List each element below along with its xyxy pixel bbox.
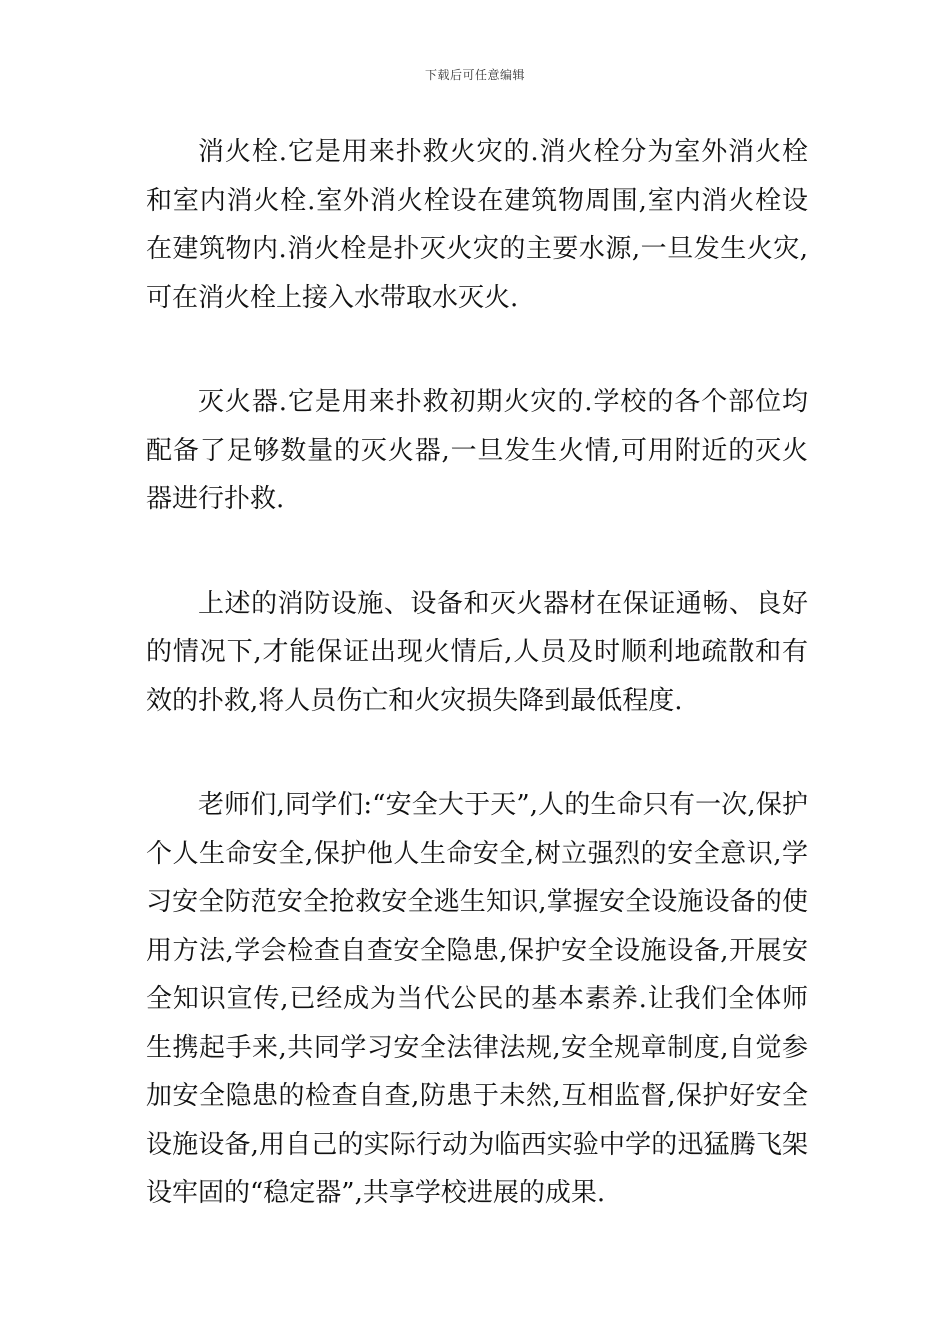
paragraph-extinguisher: 灭火器.它是用来扑救初期火灾的.学校的各个部位均配备了足够数量的灭火器,一旦发生火情,可用附近的灭火器进行扑救. xyxy=(146,387,808,514)
document-body xyxy=(146,128,808,1274)
paragraph-closing-appeal: 老师们,同学们:“安全大于天”,人的生命只有一次,保护个人生命安全,保护他人生命安全,树立强烈的安全意识,学习安全防范安全抢救安全逃生知识,掌握安全设施设备的使用方法,学会检查自查安全隐患,保护安全设施设备,开展安全知识宣传,已经成为当代公民的基本素养.让我们全体师生携起手来,共同学习安全法律法规,安全规章制度,自觉参加安全隐患的检查自查,防患于未然,互相监督,保护好安全设施设备,用自己的实际行动为临西实验中学的迅猛腾飞架设牢固的“稳定器”,共享学校进展的成果. xyxy=(146,790,808,1208)
paragraph-facilities-summary: 上述的消防设施、设备和灭火器材在保证通畅、良好的情况下,才能保证出现火情后,人员及时顺利地疏散和有效的扑救,将人员伤亡和火灾损失降到最低程度. xyxy=(146,588,808,716)
page-header: 下载后可任意编辑 xyxy=(424,68,525,82)
paragraph-hydrant: 消火栓.它是用来扑救火灾的.消火栓分为室外消火栓和室内消火栓.室外消火栓设在建筑物周围,室内消火栓设在建筑物内.消火栓是扑灭火灾的主要水源,一旦发生火灾,可在消火栓上接入水带取水灭火. xyxy=(146,137,808,313)
